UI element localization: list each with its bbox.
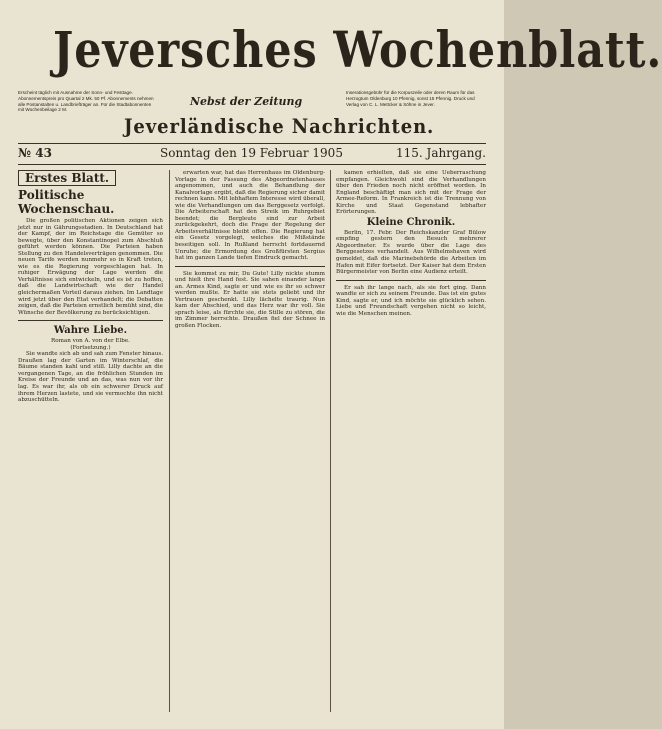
story-text: Sie kommst zu mir, Du Gute! Lilly nickte stumm und hielt ihre Hand fest. Sie sahen einander lange an. Armes Kind, sagte er und wie es ihr so schwer werden mußte. Er hatte sie stets geliebt und ihr Vertrauen geschenkt. Lilly lächelte traurig. Nun kam der Abschied, und das Herz war ihr voll. Sie sprach leise, als fürchte sie, die Stille zu stören, die im Zimmer herrschte. Draußen fiel der Schnee in großen Flocken. <box>175 270 325 330</box>
issue-number: № 43 <box>18 146 52 160</box>
divider-line <box>336 280 486 281</box>
story-continuation: (Fortsetzung.) <box>70 344 111 351</box>
story-title: Wahre Liebe. <box>53 325 128 337</box>
issue-meta-bar <box>18 146 486 164</box>
story-text: Er sah ihr lange nach, als sie fort ging. Dann wandte er sich zu seinem Freunde. Das ist ein gutes Kind, sagte er, und ich möchte sie glücklich sehen. Liebe und Freundschaft vergehen nicht so leicht, wie die Menschen meinen. <box>336 284 486 317</box>
column-3 <box>336 170 486 317</box>
article-text: kamen erhielten, daß sie eine Ueberraschung empfangen. Gleichwohl sind die Verhandlungen über den Frieden noch nicht eröffnet worden. In England beschäftigt man sich mit der Frage der Armee-Reform. In Frankreich ist die Trennung von Kirche und Staat Gegenstand lebhafter Erörterungen. <box>336 170 486 216</box>
section-title: Erstes Blatt. <box>18 170 116 186</box>
insertion-notice: Inserationsgebühr für die Korpuszeile oder deren Raum für das Herzogtum Oldenburg 10 Pfennig, sonst 15 Pfennig. Druck und Verlag von C. L. Mettcker & Söhne in Jever. <box>346 90 475 107</box>
column-divider <box>330 170 331 712</box>
masthead-subtitle: Jeverländische Nachrichten. <box>124 114 435 138</box>
news-text: Berlin, 17. Febr. Der Reichskanzler Graf Bülow empfing gestern den Besuch mehrerer Abgeordneter. Es wurde über die Lage des Berggesetzes verhandelt. Aus Wilhelmshaven wird gemeldet, daß die Marinebehörde die Arbeiten im Hafen mit Eifer fortsetzt. Der Kaiser hat dem Ersten Bürgermeister von Berlin eine Audienz erteilt. <box>336 229 486 276</box>
article-text: erwarten war, hat das Herrenhaus im Oldenburg-Vorlage in der Fassung des Abgeordnetenhauses angenommen, und auch die Behandlung der Kanalvorlage ergibt, daß die Regierung sicher damit rechnen kann. Mit lebhaftem Interesse wird überall, wie die Verhandlungen um das Berggesetz verfolgt. Die Arbeiterschaft hat den Streik im Ruhrgebiet beendet; die Bergleute sind zur Arbeit zurückgekehrt, doch die Frage der Regelung der Arbeitsverhältnisse bleibt offen. Die Regierung hat ein Gesetz vorgelegt, welches die Mißstände beseitigen soll. In Rußland herrscht fortdauernd Unruhe; die Ermordung des Großfürsten Sergius hat im ganzen Lande tiefen Eindruck gemacht. <box>175 170 325 262</box>
issue-year: 115. Jahrgang. <box>395 146 486 160</box>
nebst-label: Nebst der Zeitung <box>190 95 303 108</box>
news-heading: Kleine Chronik. <box>366 216 456 228</box>
story-author: Roman von A. von der Elbe. <box>51 338 130 345</box>
column-1 <box>18 170 163 404</box>
divider-line <box>18 320 163 321</box>
subscription-notice: Erscheint täglich mit Ausnahme der Sonn- und Festtage. Abonnementspreis pro Quartal 2 Mk. 50 Pf. Abonnements nehmen alle Postanstalten u. Landbriefträger an. Für die Stadtabonnenten mit Wochenbeilage 2 M. <box>18 90 154 113</box>
divider-line <box>175 266 325 267</box>
column-divider <box>169 170 170 712</box>
article-text: Die großen politischen Aktionen zeigen sich jetzt nur in Gährungsstadien. In Deutschland hat der Kampf, der im Reichstage die Gemüter so bewegte, über den Konstantinopel zum Abschluß geführt werden können. Die Parteien haben Stellung zu den Handelsverträgen genommen. Die neuen Tarife werden nunmehr so in Kraft treten, wie es die Regierung vorgeschlagen hat. In ruhiger Erwägung der Lage werden die Verhältnisse sich entwickeln, und es ist zu hoffen, daß die Landwirtschaft wie der Handel gleichermaßen Vorteil daraus ziehen. Im Landtage wird jetzt über den Etat verhandelt; die Debatten zeigen, daß die Parteien ernstlich bemüht sind, die Wünsche der Bevölkerung zu berücksichtigen. <box>18 218 163 316</box>
divider-line <box>18 143 486 144</box>
article-heading: Politische Wochenschau. <box>18 188 115 216</box>
masthead-title: Jeversches Wochenblatt. <box>53 20 662 79</box>
issue-date: Sonntag den 19 Februar 1905 <box>160 146 343 160</box>
divider-line <box>18 164 486 165</box>
story-text: Sie wandte sich ab und sah zum Fenster hinaus. Draußen lag der Garten im Winterschlaf, die Bäume standen kahl und still. Lilly dachte an die vergangenen Tage, an die fröhlichen Stunden im Kreise der Freunde und an das, was nun vor ihr lag. Es war ihr, als ob ein schwerer Druck auf ihrem Herzen lastete, und sie vermochte ihn nicht abzuschütteln. <box>18 351 163 404</box>
column-2 <box>175 170 325 330</box>
